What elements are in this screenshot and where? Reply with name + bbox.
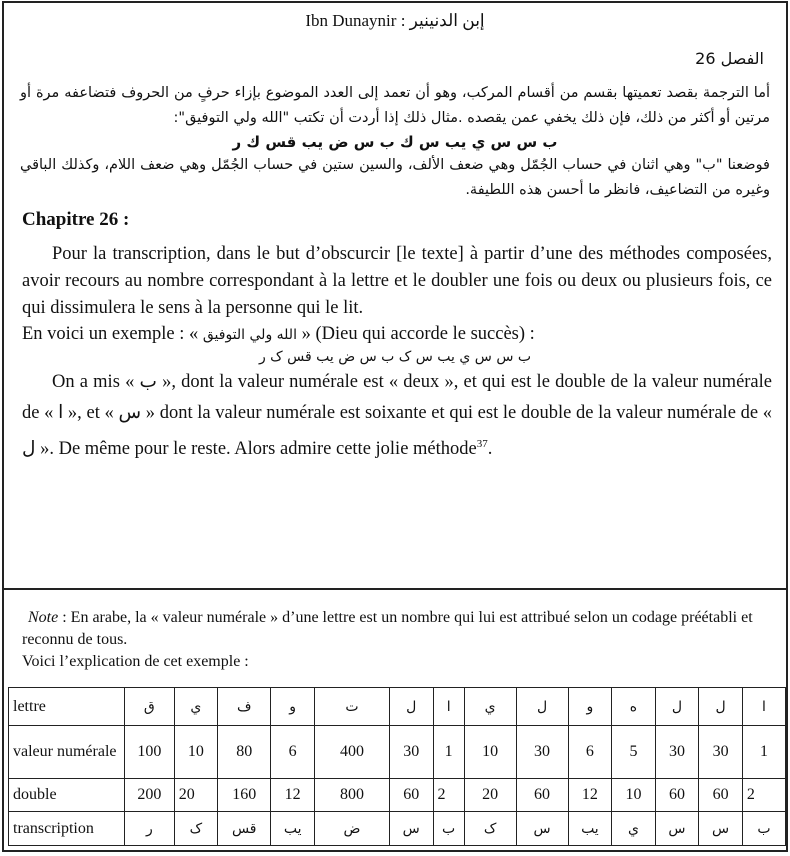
- table-cell: ک: [464, 812, 516, 846]
- table-cell: ل: [389, 688, 433, 726]
- section-divider: [4, 588, 786, 590]
- table-cell: 30: [655, 726, 699, 779]
- table-cell: ي: [174, 688, 217, 726]
- table-cell: 60: [389, 779, 433, 812]
- table-cell: ب: [742, 812, 785, 846]
- footnote-ref[interactable]: 37: [476, 438, 488, 450]
- table-cell: و: [271, 688, 315, 726]
- example-outro: » (Dieu qui accorde le succès) :: [301, 324, 535, 344]
- table-cell: ب: [433, 812, 464, 846]
- table-cell: ا: [742, 688, 785, 726]
- table-cell: 60: [516, 779, 568, 812]
- note-block: [4, 607, 786, 673]
- table-row: [9, 688, 786, 726]
- table-cell: ل: [699, 688, 743, 726]
- explanation-table: [8, 687, 786, 846]
- table-cell: ا: [433, 688, 464, 726]
- table-row: [9, 779, 786, 812]
- table-cell: و: [568, 688, 612, 726]
- table-row: [9, 726, 786, 779]
- arabic-chapter-heading: الفصل 26: [695, 49, 764, 68]
- row-label: lettre: [9, 688, 125, 726]
- table-cell: 2: [742, 779, 785, 812]
- row-label: valeur numérale: [9, 726, 125, 779]
- table-cell: ق: [124, 688, 174, 726]
- table-cell: 5: [612, 726, 655, 779]
- table-cell: 1: [433, 726, 464, 779]
- table-cell: 10: [612, 779, 655, 812]
- table-cell: س: [655, 812, 699, 846]
- example-intro: En voici un exemple : «: [22, 324, 199, 344]
- table-cell: 100: [124, 726, 174, 779]
- table-cell: قس: [218, 812, 271, 846]
- table-cell: 160: [218, 779, 271, 812]
- row-label: transcription: [9, 812, 125, 846]
- french-paragraph-2: [4, 367, 786, 465]
- table-cell: 60: [655, 779, 699, 812]
- table-cell: 400: [315, 726, 390, 779]
- note-body: : En arabe, la « valeur numérale » d’une lettre est un nombre qui lui est attribué selon un codage préétabli et reconnu de tous.: [22, 609, 753, 648]
- french-chapter-heading: Chapitre 26 :: [22, 209, 130, 230]
- table-cell: ت: [315, 688, 390, 726]
- table-cell: س: [389, 812, 433, 846]
- table-cell: ض: [315, 812, 390, 846]
- table-cell: يب: [568, 812, 612, 846]
- table-cell: 2: [433, 779, 464, 812]
- table-cell: ل: [516, 688, 568, 726]
- table-cell: 6: [568, 726, 612, 779]
- table-cell: 20: [174, 779, 217, 812]
- note-intro: Voici l’explication de cet exemple :: [22, 653, 249, 670]
- table-cell: ه: [612, 688, 655, 726]
- table-row: [9, 812, 786, 846]
- table-cell: س: [699, 812, 743, 846]
- arabic-paragraph-1: أما الترجمة بقصد تعميتها بقسم من أقسام المركب، وهو أن تعمد إلى العدد الموضوع بإزاء حرفٍ من الحروف فتضاعفه مرة أو مرتين أو أكثر من ذلك، فإن ذلك يخفي عمن يقصده .مثال ذلك إذا أردت أن تكتب "الله ولي التوفيق":: [20, 85, 770, 126]
- note-text: [22, 607, 774, 651]
- french-paragraph-2-text: On a mis « ب », dont la valeur numérale est « deux », et qui est le double de la valeur numérale de « ا », et « س » dont la valeur numérale est soixante et qui est le double de la valeur numérale de « ل ». De même pour le reste. Alors admire cette jolie méthode: [22, 372, 772, 460]
- table-cell: 800: [315, 779, 390, 812]
- table-cell: 60: [699, 779, 743, 812]
- note-label: Note: [28, 609, 59, 626]
- table-cell: يب: [271, 812, 315, 846]
- french-paragraph-1: Pour la transcription, dans le but d’obscurcir [le texte] à partir d’une des méthodes composées, avoir recours au nombre correspondant à la lettre et le doubler une fois ou deux ou plusieurs fois, ce qui dissimulera le sens à la personne qui le lit.: [22, 244, 772, 318]
- table-cell: ک: [174, 812, 217, 846]
- table-cell: 12: [568, 779, 612, 812]
- arabic-paragraph-2: فوضعنا "ب" وهي اثنان في حساب الجُمّل وهي ضعف الألف، والسين ستين في حساب الجُمّل وهي ضعف اللام، وكذلك الباقي وغيره من التضاعيف، فانظر ما أحسن هذه اللطيفة.: [20, 157, 770, 198]
- arabic-example: ب س س ي يب س ك ب س ض يب قس ك ر: [232, 133, 558, 151]
- table-cell: ي: [464, 688, 516, 726]
- table-cell: 30: [699, 726, 743, 779]
- page-title: Ibn Dunaynir : إبن الدنينير: [305, 11, 485, 30]
- table-cell: ي: [612, 812, 655, 846]
- table-cell: 1: [742, 726, 785, 779]
- document-page: [2, 1, 788, 852]
- table-cell: 80: [218, 726, 271, 779]
- table-cell: 10: [464, 726, 516, 779]
- table-cell: ر: [124, 812, 174, 846]
- table-cell: ل: [655, 688, 699, 726]
- table-cell: 10: [174, 726, 217, 779]
- table-cell: 200: [124, 779, 174, 812]
- french-paragraph-2-end: .: [487, 439, 493, 460]
- table-cell: 30: [516, 726, 568, 779]
- french-example-arabic: ب س س ي يب س ک ب س ض يب قس ک ر: [258, 349, 532, 365]
- table-cell: ف: [218, 688, 271, 726]
- row-label: double: [9, 779, 125, 812]
- table-cell: 20: [464, 779, 516, 812]
- example-arabic-phrase: الله ولي التوفيق: [202, 327, 297, 343]
- table-cell: 6: [271, 726, 315, 779]
- table-cell: س: [516, 812, 568, 846]
- table-cell: 12: [271, 779, 315, 812]
- french-example-line: [4, 322, 786, 347]
- table-cell: 30: [389, 726, 433, 779]
